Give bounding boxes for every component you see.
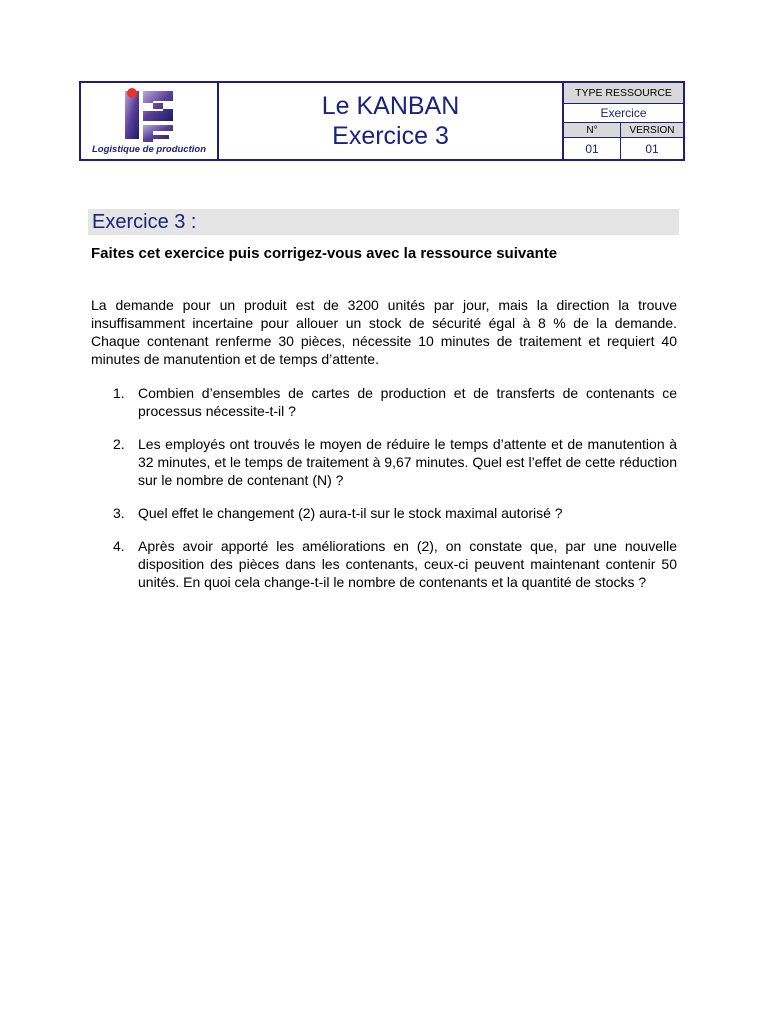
type-label: TYPE RESSOURCE: [564, 83, 683, 104]
version-label: VERSION: [629, 124, 675, 136]
isif-logo-icon: [123, 87, 177, 143]
list-item: [91, 537, 677, 591]
logo-caption: Logistique de production: [92, 144, 206, 155]
list-item: [91, 504, 677, 522]
title-line-1: Le KANBAN: [321, 92, 460, 120]
title-line-2: Exercice 3: [332, 122, 449, 150]
question-list: [91, 384, 677, 606]
question-text: Quel effet le changement (2) aura-t-il sur le stock maximal autorisé ?: [138, 505, 563, 521]
logo-cell: [81, 83, 219, 159]
type-value: Exercice: [564, 104, 683, 123]
section-subtitle: Faites cet exercice puis corrigez-vous avec la ressource suivante: [91, 245, 558, 262]
meta-headers: [564, 123, 683, 138]
num-value: 01: [564, 138, 621, 159]
intro-paragraph: La demande pour un produit est de 3200 unités par jour, mais la direction la trouve insuffisamment incertaine pour allouer un stock de sécurité égal à 8 % de la demande. Chaque contenant renferme 30 pièces, nécessite 10 minutes de traitement et requiert 40 minutes de manutention et de temps d’attente.: [91, 297, 677, 367]
question-number: 1.: [113, 385, 125, 401]
question-number: 4.: [113, 538, 125, 554]
question-text: Les employés ont trouvés le moyen de réduire le temps d’attente et de manutention à 32 minutes, et le temps de traitement à 9,67 minutes. Quel est l’effet de cette réduction sur le nombre de contenant (N) ?: [138, 436, 677, 488]
version-value: 01: [645, 141, 659, 156]
question-text: Après avoir apporté les améliorations en (2), on constate que, par une nouvelle disposition des pièces dans les contenants, ceux-ci peuvent maintenant contenir 50 unités. En quoi cela change-t-il le nombre de contenants et la quantité de stocks ?: [138, 538, 677, 590]
list-item: [91, 384, 677, 420]
question-number: 3.: [113, 505, 125, 521]
document-header: [79, 81, 685, 161]
resource-meta: [564, 83, 683, 159]
section-title: Exercice 3 :: [88, 209, 679, 235]
meta-values: [564, 138, 683, 159]
document-title: [219, 83, 564, 159]
question-number: 2.: [113, 436, 125, 452]
question-text: Combien d’ensembles de cartes de production et de transferts de contenants ce processus nécessite-t-il ?: [138, 385, 677, 419]
list-item: [91, 435, 677, 489]
num-label: N°: [564, 123, 621, 137]
